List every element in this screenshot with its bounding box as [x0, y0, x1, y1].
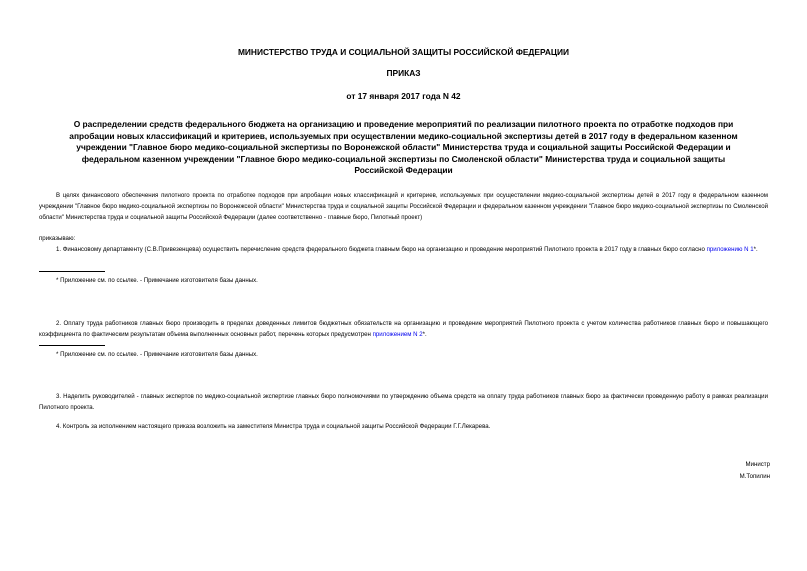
- preamble-paragraph: В целях финансового обеспечения пилотного проекта по отработке подходов при апробации новых классификаций и критериев, используемых при осуществлении медико-социальной экспертизы детей в 2017 году в федеральном казенном учреждении "Главное бюро медико-социальной экспертизы по Воронежской области" Министерства труда и социальной защиты Российской Федерации и федеральном казенном учреждении "Главное бюро медико-социальной экспертизы по Смоленской области" Министерства труда и социальной защиты Российской Федерации (далее соответственно - главные бюро, Пилотный проект): [39, 192, 768, 222]
- order-word: приказываю:: [39, 235, 76, 242]
- footnote-divider-2: [39, 345, 105, 346]
- item-1-paragraph: [39, 244, 768, 255]
- signature-name: М.Топилин: [739, 473, 770, 480]
- item-2-paragraph: [39, 318, 768, 340]
- item-2-text: 2. Оплату труда работников главных бюро производить в пределах доведенных лимитов бюджетных обязательств на организацию и проведение мероприятий Пилотного проекта с учетом количества работников главных бюро и повышающего коэффициента по фактическим результатам объема выполненных основных работ, перечень которых предусмотрен: [39, 320, 768, 339]
- document-date: от 17 января 2017 года N 42: [346, 91, 461, 101]
- footnote-divider-1: [39, 271, 105, 272]
- appendix-2-link[interactable]: приложением N 2: [372, 331, 423, 339]
- item-1-text: 1. Финансовому департаменту (С.В.Привезенцева) осуществить перечисление средств федерального бюджета главным бюро на организацию и проведение мероприятий Пилотного проекта в 2017 году в главных бюро согласно: [56, 246, 707, 253]
- footnote-1: * Приложение см. по ссылке. - Примечание изготовителя базы данных.: [56, 277, 258, 284]
- item-4-paragraph: 4. Контроль за исполнением настоящего приказа возложить на заместителя Министра труда и социальной защиты Российской Федерации Г.Г.Лекарева.: [56, 423, 491, 430]
- item-1-tail: *.: [753, 246, 758, 253]
- item-2-tail: *.: [422, 331, 427, 339]
- item-3-paragraph: 3. Наделить руководителей - главных экспертов по медико-социальной экспертизе главных бюро полномочиями по утверждению объема средств на оплату труда работников главных бюро за фактически проведенную работу в рамках реализации Пилотного проекта.: [39, 393, 768, 412]
- document-type: ПРИКАЗ: [386, 68, 421, 78]
- document-title: О распределении средств федерального бюджета на организацию и проведение мероприятий по реализации пилотного проекта по отработке подходов при апробации новых классификаций и критериев, используемых при осуществлении медико-социальной экспертизы детей в 2017 году в федеральном казенном учреждении "Главное бюро медико-социальной экспертизы по Воронежской области" Министерства труда и социальной защиты Российской Федерации и федеральном казенном учреждении "Главное бюро медико-социальной экспертизы по Смоленской области" Министерства труда и социальной защиты Российской Федерации: [69, 119, 738, 176]
- signature-position: Министр: [745, 461, 770, 468]
- appendix-1-link[interactable]: приложению N 1: [706, 246, 754, 253]
- footnote-2: * Приложение см. по ссылке. - Примечание изготовителя базы данных.: [56, 351, 258, 358]
- ministry-heading: МИНИСТЕРСТВО ТРУДА И СОЦИАЛЬНОЙ ЗАЩИТЫ РОССИЙСКОЙ ФЕДЕРАЦИИ: [237, 47, 570, 57]
